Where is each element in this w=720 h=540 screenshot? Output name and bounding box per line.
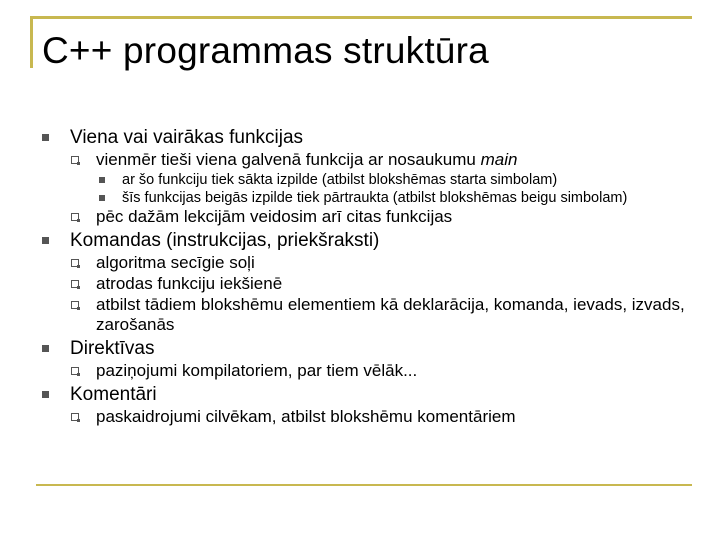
sub-bullet-compiler-messages — [0, 361, 720, 381]
filled-square-icon — [42, 391, 49, 398]
filled-square-icon — [42, 237, 49, 244]
bullet-list — [0, 126, 720, 427]
sub-bullet-human-explanations — [0, 407, 720, 427]
frame-top-line — [30, 16, 692, 19]
sub-sub-bullet-end — [0, 190, 720, 206]
sub-bullet-algorithm-steps — [0, 253, 720, 273]
hollow-square-icon — [71, 259, 79, 267]
filled-square-icon — [42, 345, 49, 352]
bullet-item-comments — [0, 383, 720, 406]
sub-bullet-text: paziņojumi kompilatoriem, par tiem vēlāk... — [96, 361, 418, 380]
sub-sub-bullet-text: šīs funkcijas beigās izpilde tiek pārtraukta (atbilst blokshēmas beigu simbolam) — [122, 190, 628, 206]
small-filled-square-icon — [99, 177, 105, 183]
bullet-text: Komentāri — [70, 384, 157, 405]
hollow-square-icon — [71, 156, 79, 164]
sub-bullet-text: atrodas funkciju iekšienē — [96, 274, 283, 293]
bullet-item-functions — [0, 126, 720, 149]
hollow-square-icon — [71, 280, 79, 288]
sub-bullet-other-functions — [0, 207, 720, 227]
sub-bullet-text: pēc dažām lekcijām veidosim arī citas funkcijas — [96, 207, 453, 226]
sub-sub-bullet-text: ar šo funkciju tiek sākta izpilde (atbilst blokshēmas starta simbolam) — [122, 172, 558, 188]
bullet-text: Komandas (instrukcijas, priekšraksti) — [70, 230, 380, 251]
main-keyword: main — [480, 150, 518, 169]
slide-title: C++ programmas struktūra — [42, 30, 489, 71]
sub-bullet-main-function — [0, 150, 720, 170]
sub-bullet-flowchart-elements — [0, 295, 720, 335]
sub-bullet-text: atbilst tādiem blokshēmu elementiem kā deklarācija, komanda, ievads, izvads, zarošanās — [96, 295, 685, 334]
bullet-text: Viena vai vairākas funkcijas — [70, 127, 304, 148]
sub-bullet-text: paskaidrojumi cilvēkam, atbilst blokshēmu komentāriem — [96, 407, 516, 426]
hollow-square-icon — [71, 367, 79, 375]
sub-bullet-inside-functions — [0, 274, 720, 294]
filled-square-icon — [42, 134, 49, 141]
hollow-square-icon — [71, 301, 79, 309]
sub-sub-bullet-start — [0, 172, 720, 188]
bullet-item-commands — [0, 229, 720, 252]
frame-bottom-line — [36, 484, 692, 486]
bullet-item-directives — [0, 337, 720, 360]
small-filled-square-icon — [99, 195, 105, 201]
frame-left-line — [30, 16, 33, 68]
sub-bullet-text: vienmēr tieši viena galvenā funkcija ar nosaukumu — [96, 150, 481, 169]
hollow-square-icon — [71, 413, 79, 421]
sub-bullet-text: algoritma secīgie soļi — [96, 253, 255, 272]
hollow-square-icon — [71, 213, 79, 221]
bullet-text: Direktīvas — [70, 338, 155, 359]
